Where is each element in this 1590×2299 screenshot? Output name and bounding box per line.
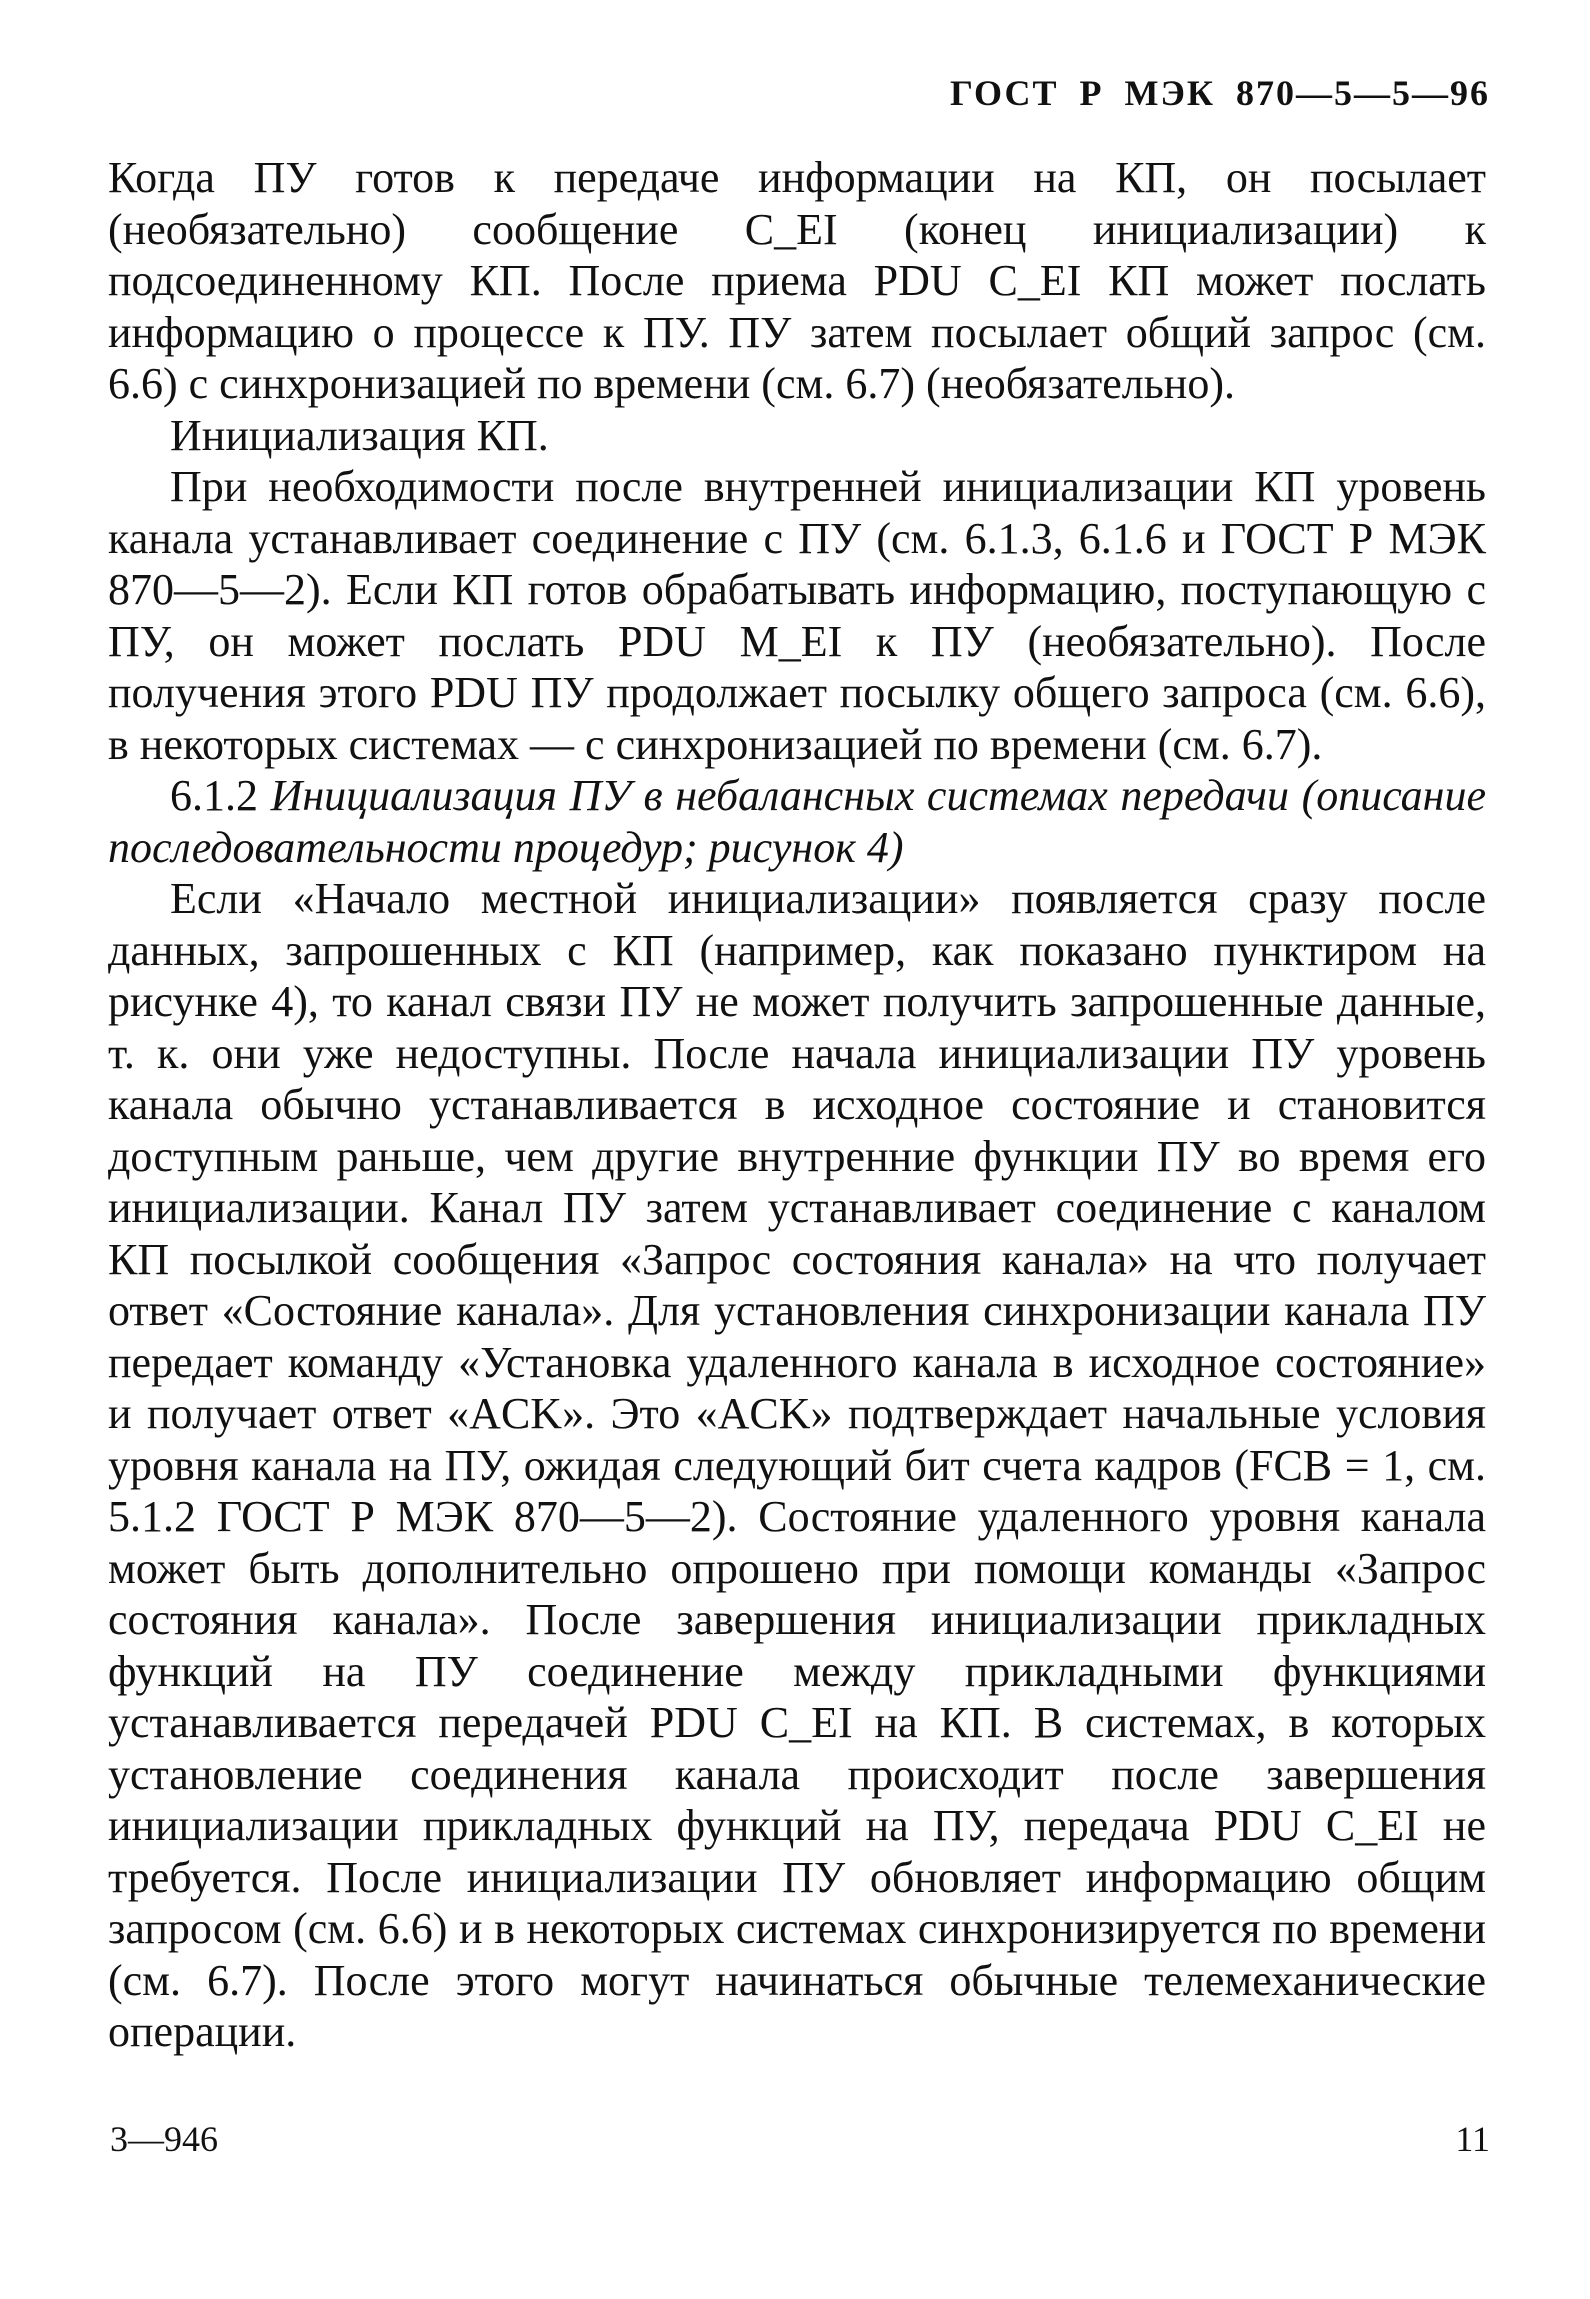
paragraph-pu-init-unbalanced: Если «Начало местной инициализации» появляется сразу после данных, запрошенных с КП (например, как показано пунктиром на рисунке 4), то канал связи ПУ не может получить запрошенные данные, т. к. они уже недоступны. После начала инициализации ПУ уровень канала обычно устанавливается в исходное состояние и становится доступным раньше, чем другие внутренние функции ПУ во время его инициализации. Канал ПУ затем устанавливает соединение с каналом КП посылкой сообщения «Запрос состояния канала» на что получает ответ «Состояние канала». Для установления синхронизации канала ПУ передает команду «Установка удаленного канала в исходное состояние» и получает ответ «ACK». Это «ACK» подтверждает начальные условия уровня канала на ПУ, ожидая следующий бит счета кадров (FCB = 1, см. 5.1.2 ГОСТ Р МЭК 870—5—2). Состояние удаленного уровня канала может быть дополнительно опрошено при помощи команды «Запрос состояния канала». После завершения инициализации прикладных функций на ПУ соединение между прикладными функциями устанавливается передачей PDU C_EI на КП. В системах, в которых установление соединения канала происходит после завершения инициализации прикладных функций на ПУ, передача PDU C_EI не требуется. После инициализации ПУ обновляет информацию общим запросом (см. 6.6) и в некоторых системах синхронизируется по времени (см. 6.7). После этого могут начинаться обычные телемеханические операции. xyxy=(108,874,1486,2056)
section-heading-6-1-2 xyxy=(108,770,1486,873)
page-number: 11 xyxy=(1455,2119,1490,2159)
section-number: 6.1.2 xyxy=(170,771,258,820)
paragraph-kp-init: При необходимости после внутренней инициализации КП уровень канала устанавливает соединение с ПУ (см. 6.1.3, 6.1.6 и ГОСТ Р МЭК 870—5—2). Если КП готов обрабатывать информацию, поступающую с ПУ, он может послать PDU M_EI к ПУ (необязательно). После получения этого PDU ПУ продолжает посылку общего запроса (см. 6.6), в некоторых системах — с синхронизацией по времени (см. 6.7). xyxy=(108,462,1486,769)
document-header: ГОСТ Р МЭК 870—5—5—96 xyxy=(950,73,1490,113)
footer-code: 3—946 xyxy=(110,2119,218,2159)
paragraph-pu-ready: Когда ПУ готов к передаче информации на КП, он посылает (необязательно) сообщение C_EI (конец инициализации) к подсоединенному КП. После приема PDU C_EI КП может послать информацию о процессе к ПУ. ПУ затем посылает общий запрос (см. 6.6) с синхронизацией по времени (см. 6.7) (необязательно). xyxy=(108,153,1486,408)
section-title: Инициализация ПУ в небалансных системах передачи (описание последовательности процедур; рисунок 4) xyxy=(108,771,1486,872)
document-body xyxy=(108,152,1486,2058)
paragraph-kp-init-heading: Инициализация КП. xyxy=(170,410,549,460)
